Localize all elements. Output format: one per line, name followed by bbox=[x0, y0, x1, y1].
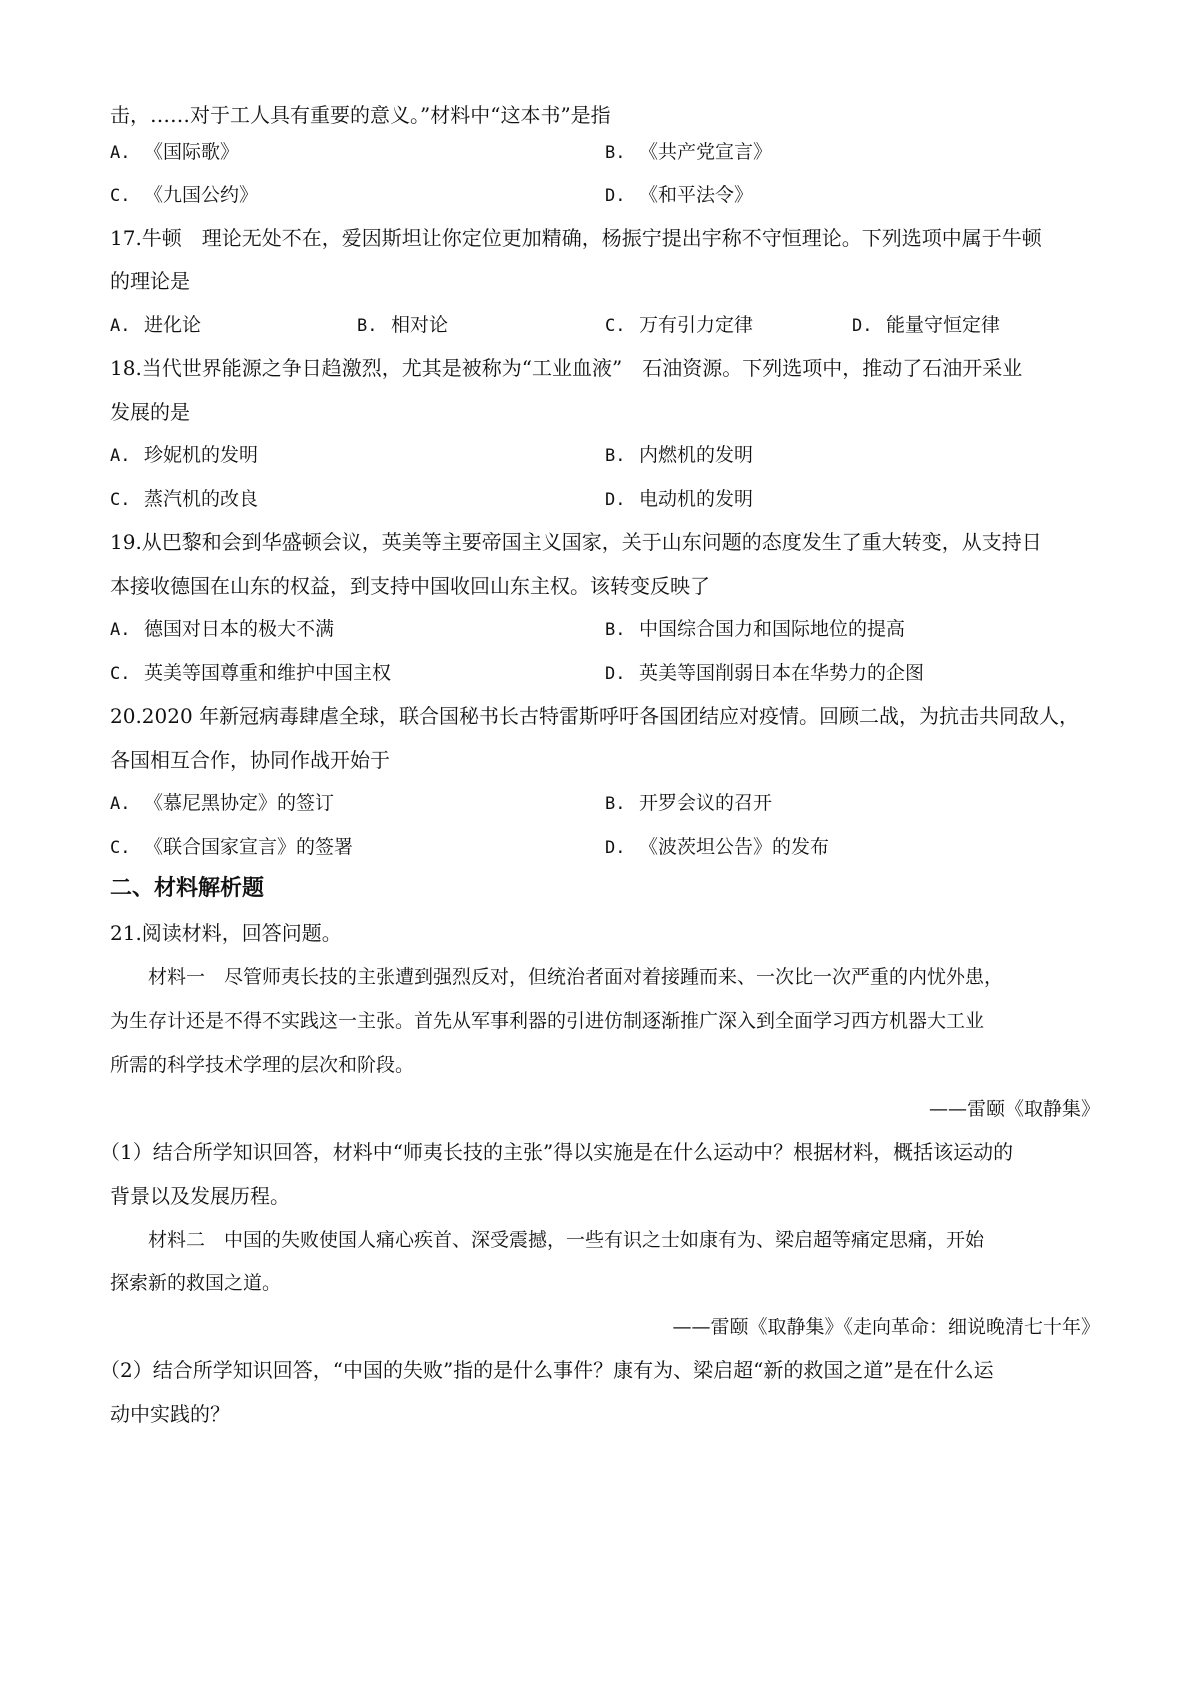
q18-stem-line2: 发展的是 bbox=[110, 400, 190, 424]
material1-line1: 材料一 尽管师夷长技的主张遭到强烈反对，但统治者面对着接踵而来、一次比一次严重的内忧外患， bbox=[148, 966, 1004, 988]
q16-option-a: A. 《国际歌》 bbox=[110, 141, 240, 163]
q19-option-c: C. 英美等国尊重和维护中国主权 bbox=[110, 662, 392, 684]
sub-question-1-line1: （1）结合所学知识回答，材料中“师夷长技的主张”得以实施是在什么运动中？根据材料，概括该运动的 bbox=[100, 1140, 1014, 1164]
q19-option-d: D. 英美等国削弱日本在华势力的企图 bbox=[605, 662, 925, 684]
q19-stem-line2: 本接收德国在山东的权益，到支持中国收回山东主权。该转变反映了 bbox=[110, 574, 710, 598]
q17-option-d: D. 能量守恒定律 bbox=[852, 314, 1001, 336]
q16-option-b: B. 《共产党宣言》 bbox=[605, 141, 773, 163]
q19-option-a: A. 德国对日本的极大不满 bbox=[110, 618, 335, 640]
q20-option-d: D. 《波茨坦公告》的发布 bbox=[605, 836, 830, 858]
material2-source: ——雷颐《取静集》《走向革命：细说晚清七十年》 bbox=[672, 1316, 1100, 1338]
material2-line2: 探索新的救国之道。 bbox=[110, 1272, 282, 1294]
sub-question-2-line2: 动中实践的？ bbox=[110, 1402, 230, 1426]
q17-option-a: A. 进化论 bbox=[110, 314, 202, 336]
q16-option-d: D. 《和平法令》 bbox=[605, 184, 754, 206]
q18-stem-line1: 18.当代世界能源之争日趋激烈，尤其是被称为“工业血液” 石油资源。下列选项中，推动了石油开采业 bbox=[110, 356, 1023, 380]
q20-option-a: A. 《慕尼黑协定》的签订 bbox=[110, 792, 335, 814]
material1-source: ——雷颐《取静集》 bbox=[928, 1098, 1100, 1120]
q21-intro: 21.阅读材料，回答问题。 bbox=[110, 921, 342, 945]
q19-option-b: B. 中国综合国力和国际地位的提高 bbox=[605, 618, 906, 640]
sub-question-1-line2: 背景以及发展历程。 bbox=[110, 1184, 290, 1208]
sub-question-2-line1: （2）结合所学知识回答，“中国的失败”指的是什么事件？康有为、梁启超“新的救国之道”是在什么运 bbox=[100, 1358, 994, 1382]
material1-line2: 为生存计还是不得不实践这一主张。首先从军事利器的引进仿制逐渐推广深入到全面学习西方机器大工业 bbox=[110, 1010, 985, 1032]
q17-stem-line1: 17.牛顿 理论无处不在，爱因斯坦让你定位更加精确，杨振宁提出宇称不守恒理论。下列选项中属于牛顿 bbox=[110, 226, 1042, 250]
q18-option-c: C. 蒸汽机的改良 bbox=[110, 488, 259, 510]
q20-stem-line2: 各国相互合作，协同作战开始于 bbox=[110, 748, 390, 772]
q18-option-d: D. 电动机的发明 bbox=[605, 488, 754, 510]
q17-option-b: B. 相对论 bbox=[357, 314, 449, 336]
q18-option-a: A. 珍妮机的发明 bbox=[110, 444, 259, 466]
q18-option-b: B. 内燃机的发明 bbox=[605, 444, 754, 466]
q17-option-c: C. 万有引力定律 bbox=[605, 314, 754, 336]
q17-stem-line2: 的理论是 bbox=[110, 269, 190, 293]
section-heading: 二、材料解析题 bbox=[110, 876, 265, 901]
material2-line1: 材料二 中国的失败使国人痛心疾首、深受震撼，一些有识之士如康有为、梁启超等痛定思痛，开始 bbox=[148, 1229, 985, 1251]
q16-stem-tail: 击，……对于工人具有重要的意义。”材料中“这本书”是指 bbox=[110, 103, 611, 127]
q16-option-c: C. 《九国公约》 bbox=[110, 184, 259, 206]
q20-option-c: C. 《联合国家宣言》的签署 bbox=[110, 836, 354, 858]
material1-line3: 所需的科学技术学理的层次和阶段。 bbox=[110, 1054, 415, 1076]
q19-stem-line1: 19.从巴黎和会到华盛顿会议，英美等主要帝国主义国家，关于山东问题的态度发生了重大转变，从支持日 bbox=[110, 530, 1042, 554]
q20-option-b: B. 开罗会议的召开 bbox=[605, 792, 773, 814]
q20-stem-line1: 20.2020 年新冠病毒肆虐全球，联合国秘书长古特雷斯呼吁各国团结应对疫情。回顾二战，为抗击共同敌人， bbox=[110, 704, 1080, 728]
